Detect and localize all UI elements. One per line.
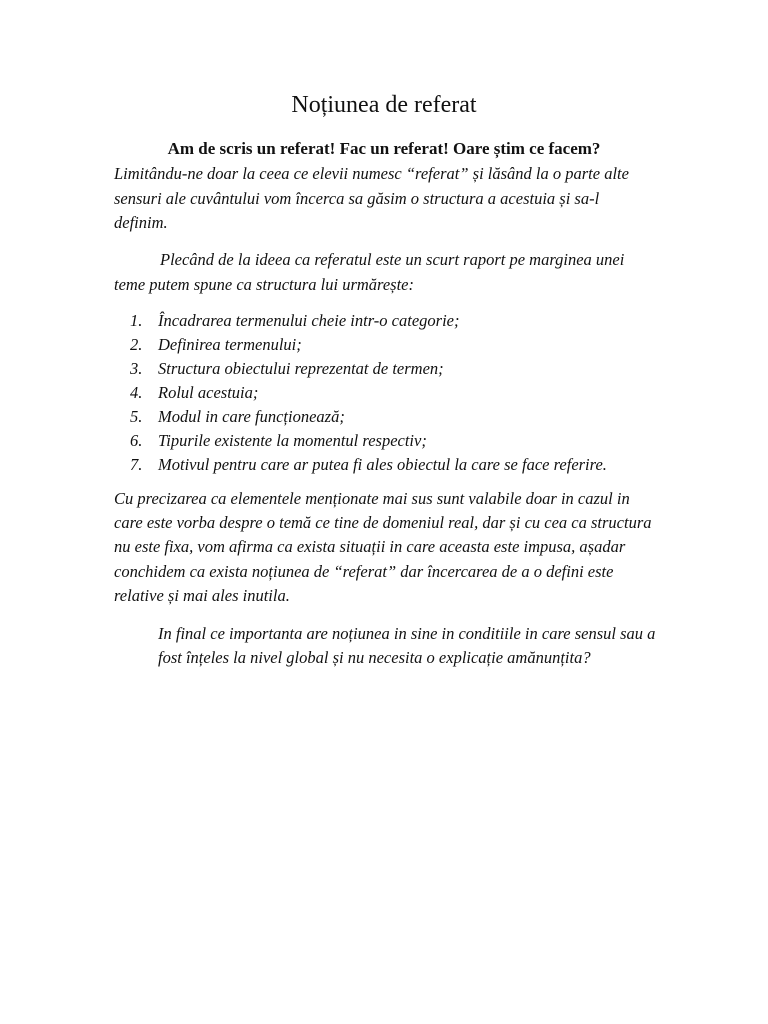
document-subtitle: Am de scris un referat! Fac un referat! Oare știm ce facem? [167, 139, 601, 158]
list-item [130, 309, 607, 333]
list-item-text: Motivul pentru care ar putea fi ales obiectul la care se face referire. [158, 455, 607, 474]
list-item-text: Definirea termenului; [158, 335, 302, 354]
document-title: Noțiunea de referat [291, 92, 477, 118]
list-item-number: 6. [130, 431, 143, 450]
list-item [130, 429, 607, 453]
paragraph-structure-intro: Plecând de la ideea ca referatul este un scurt raport pe marginea unei teme putem spune ca structura lui urmărește: [114, 250, 625, 294]
paragraph-conclusion: In final ce importanta are noțiunea in sine in conditiile in care sensul sau a fost înțeles la nivel global și nu necesita o explicație amănunțita? [158, 624, 656, 668]
list-item-number: 3. [130, 359, 143, 378]
structure-list [130, 309, 607, 477]
list-item-number: 2. [130, 335, 143, 354]
list-item [130, 381, 607, 405]
list-item-number: 7. [130, 455, 143, 474]
list-item [130, 333, 607, 357]
list-item-text: Rolul acestuia; [158, 383, 259, 402]
list-item [130, 357, 607, 381]
list-item [130, 453, 607, 477]
list-item-text: Tipurile existente la momentul respectiv; [158, 431, 427, 450]
list-item [130, 405, 607, 429]
paragraph-intro: Limitându-ne doar la ceea ce elevii numesc “referat” și lăsând la o parte alte sensuri ale cuvântului vom încerca sa găsim o structura a acestuia și sa-l definim. [114, 164, 629, 232]
list-item-number: 1. [130, 311, 143, 330]
list-item-text: Modul in care funcționează; [158, 407, 345, 426]
paragraph-clarification: Cu precizarea ca elementele menționate mai sus sunt valabile doar in cazul in care este vorba despre o temă ce tine de domeniul real, dar și cu cea ca structura nu este fixa, vom afirma ca exista situații in care aceasta este impusa, așadar conchidem ca exista noțiunea de “referat” dar încercarea de a o defini este relative și mai ales inutila. [114, 489, 652, 605]
list-item-text: Structura obiectului reprezentat de termen; [158, 359, 444, 378]
list-item-number: 4. [130, 383, 143, 402]
list-item-number: 5. [130, 407, 143, 426]
list-item-text: Încadrarea termenului cheie intr-o categorie; [158, 311, 460, 330]
